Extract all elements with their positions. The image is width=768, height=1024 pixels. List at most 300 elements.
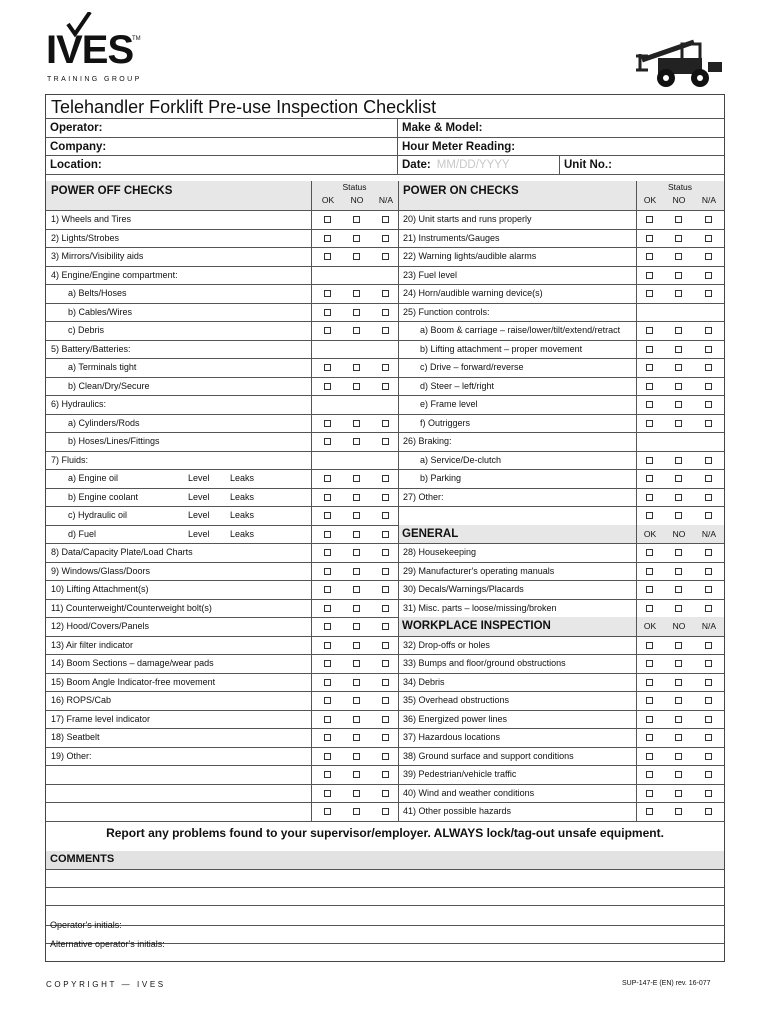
checkbox-no[interactable] bbox=[675, 734, 682, 741]
checkbox-na[interactable] bbox=[382, 475, 389, 482]
operator-row bbox=[46, 119, 724, 138]
checkbox-ok[interactable] bbox=[646, 216, 653, 223]
checkbox-no[interactable] bbox=[353, 327, 360, 334]
inspection-form bbox=[45, 94, 725, 962]
checkbox-ok[interactable] bbox=[324, 438, 331, 445]
operator-field[interactable]: Operator: bbox=[46, 119, 398, 137]
checkbox-na[interactable] bbox=[382, 290, 389, 297]
checkbox-na[interactable] bbox=[705, 808, 712, 815]
checkbox-no[interactable] bbox=[675, 475, 682, 482]
level-label: Level bbox=[188, 528, 210, 539]
checkbox-na[interactable] bbox=[382, 586, 389, 593]
checkbox-na[interactable] bbox=[705, 679, 712, 686]
comments-header bbox=[46, 851, 724, 869]
checkbox-no[interactable] bbox=[353, 475, 360, 482]
checklist-item: 26) Braking: bbox=[403, 436, 452, 446]
checkbox-na[interactable] bbox=[705, 457, 712, 464]
checkbox-no[interactable] bbox=[675, 235, 682, 242]
checkbox-na[interactable] bbox=[382, 808, 389, 815]
form-title: Telehandler Forklift Pre-use Inspection Checklist bbox=[51, 97, 437, 117]
copyright: COPYRIGHT — IVES bbox=[46, 980, 166, 989]
checkbox-no[interactable] bbox=[675, 253, 682, 260]
checklist-item: 33) Bumps and floor/ground obstructions bbox=[403, 658, 566, 668]
checkbox-ok[interactable] bbox=[324, 253, 331, 260]
checklist-item: 35) Overhead obstructions bbox=[403, 695, 510, 705]
checkbox-ok[interactable] bbox=[324, 216, 331, 223]
checkbox-na[interactable] bbox=[382, 438, 389, 445]
comment-line bbox=[46, 925, 724, 926]
checkbox-ok[interactable] bbox=[324, 808, 331, 815]
checklist-item: 12) Hood/Covers/Panels bbox=[51, 621, 150, 631]
checkbox-na[interactable] bbox=[382, 771, 389, 778]
checklist-item: 16) ROPS/Cab bbox=[51, 695, 112, 705]
checklist-item: 2) Lights/Strobes bbox=[51, 232, 120, 243]
checkbox-ok[interactable] bbox=[646, 457, 653, 464]
checkbox-no[interactable] bbox=[675, 383, 682, 390]
checkbox-na[interactable] bbox=[705, 771, 712, 778]
checkbox-no[interactable] bbox=[675, 642, 682, 649]
section-col-no: NO bbox=[672, 528, 686, 539]
checklist-item: 39) Pedestrian/vehicle traffic bbox=[403, 769, 517, 779]
checkbox-ok[interactable] bbox=[646, 235, 653, 242]
checkbox-ok[interactable] bbox=[324, 549, 331, 556]
checkbox-ok[interactable] bbox=[646, 586, 653, 593]
checkbox-na[interactable] bbox=[382, 753, 389, 760]
checkbox-ok[interactable] bbox=[324, 790, 331, 797]
checkbox-no[interactable] bbox=[353, 290, 360, 297]
checkbox-na[interactable] bbox=[705, 401, 712, 408]
checkbox-na[interactable] bbox=[705, 605, 712, 612]
checkbox-no[interactable] bbox=[353, 549, 360, 556]
checkbox-no[interactable] bbox=[675, 401, 682, 408]
checklist-item: c) Drive – forward/reverse bbox=[420, 362, 524, 372]
leaks-label: Leaks bbox=[230, 491, 255, 502]
checkbox-na[interactable] bbox=[382, 642, 389, 649]
checkbox-ok[interactable] bbox=[324, 586, 331, 593]
checkbox-no[interactable] bbox=[675, 346, 682, 353]
checklist-item: f) Outriggers bbox=[420, 417, 471, 428]
checkbox-ok[interactable] bbox=[324, 235, 331, 242]
checkbox-ok[interactable] bbox=[646, 346, 653, 353]
hour-meter-field[interactable]: Hour Meter Reading: bbox=[402, 141, 516, 153]
checkbox-no[interactable] bbox=[353, 734, 360, 741]
checklist-item: 34) Debris bbox=[403, 676, 445, 687]
checkbox-ok[interactable] bbox=[646, 568, 653, 575]
checklist-item bbox=[51, 765, 308, 784]
logo-wordmark: IVES bbox=[46, 28, 134, 72]
checkbox-ok[interactable] bbox=[646, 790, 653, 797]
left-status-divider bbox=[311, 210, 312, 821]
checkbox-no[interactable] bbox=[675, 790, 682, 797]
checkbox-ok[interactable] bbox=[324, 716, 331, 723]
checkbox-ok[interactable] bbox=[646, 475, 653, 482]
checkbox-no[interactable] bbox=[353, 623, 360, 630]
checkbox-ok[interactable] bbox=[646, 642, 653, 649]
checkbox-no[interactable] bbox=[675, 568, 682, 575]
checkbox-no[interactable] bbox=[675, 753, 682, 760]
checkbox-no[interactable] bbox=[353, 364, 360, 371]
checklist-item: 20) Unit starts and runs properly bbox=[403, 214, 532, 224]
checkbox-na[interactable] bbox=[705, 512, 712, 519]
checklist-item: b) Lifting attachment – proper movement bbox=[420, 343, 583, 354]
checkbox-na[interactable] bbox=[382, 327, 389, 334]
checklist-item: 25) Function controls: bbox=[403, 306, 490, 317]
section-col-no: NO bbox=[672, 621, 686, 631]
location-row bbox=[46, 156, 724, 175]
checkbox-na[interactable] bbox=[382, 253, 389, 260]
checkbox-ok[interactable] bbox=[324, 383, 331, 390]
checkbox-no[interactable] bbox=[675, 660, 682, 667]
checklist-item: 18) Seatbelt bbox=[51, 732, 100, 742]
checkbox-no[interactable] bbox=[353, 716, 360, 723]
checklist-item: a) Service/De-clutch bbox=[420, 454, 502, 465]
comment-line bbox=[46, 905, 724, 906]
section-col-ok: OK bbox=[643, 621, 657, 631]
checkbox-ok[interactable] bbox=[324, 475, 331, 482]
checkbox-no[interactable] bbox=[353, 790, 360, 797]
checkbox-no[interactable] bbox=[353, 309, 360, 316]
checkbox-no[interactable] bbox=[353, 605, 360, 612]
checklist-item: b) Engine coolant bbox=[68, 491, 139, 502]
checkbox-na[interactable] bbox=[705, 327, 712, 334]
checkbox-na[interactable] bbox=[382, 494, 389, 501]
checklist-item: 19) Other: bbox=[51, 750, 92, 761]
checkbox-ok[interactable] bbox=[646, 494, 653, 501]
company-field[interactable]: Company: bbox=[46, 138, 398, 155]
checkbox-no[interactable] bbox=[353, 808, 360, 815]
comment-line bbox=[46, 869, 724, 870]
checkbox-no[interactable] bbox=[353, 531, 360, 538]
checkbox-no[interactable] bbox=[353, 642, 360, 649]
section-col-na: N/A bbox=[701, 621, 717, 631]
right-col-no: NO bbox=[672, 195, 686, 205]
checkbox-na[interactable] bbox=[382, 309, 389, 316]
checkbox-ok[interactable] bbox=[324, 642, 331, 649]
checkbox-na[interactable] bbox=[382, 531, 389, 538]
checklist-item: d) Steer – left/right bbox=[420, 380, 495, 391]
checkbox-no[interactable] bbox=[675, 771, 682, 778]
checkbox-no[interactable] bbox=[675, 605, 682, 612]
checklist-item: b) Hoses/Lines/Fittings bbox=[68, 436, 160, 446]
checkbox-ok[interactable] bbox=[646, 660, 653, 667]
checkbox-na[interactable] bbox=[705, 494, 712, 501]
logo-subtitle: TRAINING GROUP bbox=[47, 76, 142, 83]
checkbox-na[interactable] bbox=[705, 420, 712, 427]
checklist-item: a) Cylinders/Rods bbox=[68, 417, 140, 428]
checkbox-ok[interactable] bbox=[324, 771, 331, 778]
ives-logo bbox=[46, 12, 156, 86]
checklist-item: 7) Fluids: bbox=[51, 454, 89, 465]
left-col-ok: OK bbox=[321, 195, 335, 205]
right-title: POWER ON CHECKS bbox=[403, 185, 519, 197]
checklist-item: c) Hydraulic oil bbox=[68, 510, 128, 520]
right-col-ok: OK bbox=[643, 195, 657, 205]
checkbox-no[interactable] bbox=[675, 420, 682, 427]
checkbox-ok[interactable] bbox=[324, 734, 331, 741]
left-status-label: Status bbox=[342, 182, 367, 192]
checkbox-ok[interactable] bbox=[646, 716, 653, 723]
checklist-item: 40) Wind and weather conditions bbox=[403, 787, 535, 798]
checklist-item: 32) Drop-offs or holes bbox=[403, 639, 490, 650]
checklist-item: 3) Mirrors/Visibility aids bbox=[51, 251, 144, 261]
checkbox-ok[interactable] bbox=[324, 420, 331, 427]
checkbox-na[interactable] bbox=[382, 660, 389, 667]
checkbox-na[interactable] bbox=[382, 697, 389, 704]
checkbox-na[interactable] bbox=[382, 568, 389, 575]
checkbox-no[interactable] bbox=[675, 272, 682, 279]
checklist-item: 6) Hydraulics: bbox=[51, 399, 107, 409]
checkbox-na[interactable] bbox=[705, 568, 712, 575]
checkbox-ok[interactable] bbox=[646, 512, 653, 519]
checkbox-na[interactable] bbox=[382, 605, 389, 612]
checkbox-ok[interactable] bbox=[646, 383, 653, 390]
checklist-item: 27) Other: bbox=[403, 491, 444, 502]
checklist-item: 24) Horn/audible warning device(s) bbox=[403, 288, 543, 298]
checkbox-ok[interactable] bbox=[324, 290, 331, 297]
checklist-item: 11) Counterweight/Counterweight bolt(s) bbox=[51, 602, 212, 613]
checkbox-no[interactable] bbox=[353, 586, 360, 593]
checkbox-ok[interactable] bbox=[324, 753, 331, 760]
right-status-label: Status bbox=[667, 182, 693, 192]
checklist-item bbox=[403, 506, 633, 525]
checklist-item: 15) Boom Angle Indicator-free movement bbox=[51, 676, 216, 687]
checkbox-na[interactable] bbox=[382, 364, 389, 371]
comments-label: COMMENTS bbox=[50, 853, 115, 865]
left-title: POWER OFF CHECKS bbox=[51, 185, 173, 197]
checkbox-na[interactable] bbox=[382, 216, 389, 223]
checkbox-no[interactable] bbox=[353, 438, 360, 445]
checkbox-na[interactable] bbox=[382, 790, 389, 797]
checkbox-no[interactable] bbox=[353, 235, 360, 242]
company-row bbox=[46, 138, 724, 156]
date-placeholder: MM/DD/YYYY bbox=[436, 159, 510, 171]
checkbox-no[interactable] bbox=[675, 494, 682, 501]
location-field[interactable]: Location: bbox=[46, 156, 398, 174]
checklist-item: 17) Frame level indicator bbox=[51, 713, 151, 724]
checkbox-ok[interactable] bbox=[324, 697, 331, 704]
checkbox-ok[interactable] bbox=[646, 771, 653, 778]
right-col-na: N/A bbox=[701, 195, 717, 205]
checkbox-no[interactable] bbox=[675, 216, 682, 223]
checklist-item: a) Engine oil bbox=[68, 473, 119, 483]
checkbox-na[interactable] bbox=[705, 475, 712, 482]
level-label: Level bbox=[188, 510, 210, 520]
checkbox-no[interactable] bbox=[353, 253, 360, 260]
checklist-item: d) Fuel bbox=[68, 528, 97, 539]
checkbox-no[interactable] bbox=[675, 716, 682, 723]
checkbox-no[interactable] bbox=[353, 679, 360, 686]
checkbox-na[interactable] bbox=[705, 272, 712, 279]
checklist-item: a) Belts/Hoses bbox=[68, 288, 127, 298]
checkbox-na[interactable] bbox=[705, 697, 712, 704]
checkbox-no[interactable] bbox=[675, 808, 682, 815]
checkbox-no[interactable] bbox=[675, 512, 682, 519]
checklist-grid bbox=[46, 181, 724, 821]
checkbox-no[interactable] bbox=[353, 753, 360, 760]
date-label: Date: bbox=[402, 159, 431, 171]
checkbox-na[interactable] bbox=[705, 235, 712, 242]
checkbox-na[interactable] bbox=[705, 716, 712, 723]
section-title-workplace-inspection: WORKPLACE INSPECTION bbox=[402, 620, 551, 632]
leaks-label: Leaks bbox=[230, 473, 255, 483]
level-label: Level bbox=[188, 491, 210, 502]
document-id: SUP-147-E (EN) rev. 16-077 bbox=[622, 980, 711, 987]
telehandler-icon bbox=[634, 36, 726, 90]
checklist-item: 10) Lifting Attachment(s) bbox=[51, 584, 149, 594]
checklist-item: 13) Air filter indicator bbox=[51, 639, 134, 650]
checklist-item: 1) Wheels and Tires bbox=[51, 214, 132, 224]
checkbox-na[interactable] bbox=[705, 734, 712, 741]
left-col-na: N/A bbox=[378, 195, 394, 205]
checklist-item: 8) Data/Capacity Plate/Load Charts bbox=[51, 547, 193, 557]
date-field[interactable] bbox=[398, 156, 560, 174]
checkbox-ok[interactable] bbox=[324, 494, 331, 501]
checkbox-na[interactable] bbox=[705, 383, 712, 390]
checkbox-ok[interactable] bbox=[646, 401, 653, 408]
checkbox-ok[interactable] bbox=[324, 309, 331, 316]
checkbox-no[interactable] bbox=[675, 457, 682, 464]
checkbox-na[interactable] bbox=[705, 586, 712, 593]
checkbox-na[interactable] bbox=[382, 235, 389, 242]
checkbox-ok[interactable] bbox=[646, 605, 653, 612]
checkbox-na[interactable] bbox=[382, 383, 389, 390]
checkbox-ok[interactable] bbox=[646, 697, 653, 704]
checkbox-no[interactable] bbox=[675, 679, 682, 686]
leaks-label: Leaks bbox=[230, 528, 255, 539]
checkbox-no[interactable] bbox=[675, 586, 682, 593]
checklist-item: 36) Energized power lines bbox=[403, 713, 508, 724]
checklist-item: a) Boom & carriage – raise/lower/tilt/extend/retract bbox=[420, 325, 621, 335]
checkbox-no[interactable] bbox=[353, 771, 360, 778]
unit-no-field[interactable]: Unit No.: bbox=[564, 159, 612, 171]
checkbox-no[interactable] bbox=[353, 216, 360, 223]
checkbox-na[interactable] bbox=[705, 790, 712, 797]
checkbox-no[interactable] bbox=[675, 290, 682, 297]
checkbox-ok[interactable] bbox=[324, 512, 331, 519]
section-col-na: N/A bbox=[701, 528, 717, 539]
checkbox-ok[interactable] bbox=[646, 808, 653, 815]
checkbox-no[interactable] bbox=[353, 420, 360, 427]
section-col-ok: OK bbox=[643, 528, 657, 539]
checklist-item: 21) Instruments/Gauges bbox=[403, 232, 500, 243]
checklist-item: 9) Windows/Glass/Doors bbox=[51, 565, 151, 576]
checklist-item: 22) Warning lights/audible alarms bbox=[403, 251, 537, 261]
checkbox-ok[interactable] bbox=[646, 327, 653, 334]
checkbox-ok[interactable] bbox=[324, 660, 331, 667]
checkbox-ok[interactable] bbox=[646, 734, 653, 741]
checkbox-no[interactable] bbox=[353, 512, 360, 519]
section-title-general: GENERAL bbox=[402, 527, 459, 540]
checklist-item: 14) Boom Sections – damage/wear pads bbox=[51, 658, 214, 668]
checkbox-na[interactable] bbox=[382, 716, 389, 723]
checklist-item: a) Terminals tight bbox=[68, 362, 137, 372]
checkbox-ok[interactable] bbox=[646, 364, 653, 371]
level-label: Level bbox=[188, 473, 210, 483]
checkbox-na[interactable] bbox=[705, 364, 712, 371]
comment-line bbox=[46, 887, 724, 888]
right-status-divider bbox=[636, 210, 637, 821]
checkbox-ok[interactable] bbox=[324, 327, 331, 334]
checkbox-no[interactable] bbox=[353, 494, 360, 501]
checkbox-ok[interactable] bbox=[324, 605, 331, 612]
checkbox-na[interactable] bbox=[705, 290, 712, 297]
checkbox-ok[interactable] bbox=[646, 290, 653, 297]
checkbox-ok[interactable] bbox=[646, 549, 653, 556]
leaks-label: Leaks bbox=[230, 510, 255, 520]
checkbox-ok[interactable] bbox=[646, 253, 653, 260]
left-col-no: NO bbox=[350, 195, 364, 205]
checkbox-ok[interactable] bbox=[324, 364, 331, 371]
checklist-item: 37) Hazardous locations bbox=[403, 732, 501, 742]
checkbox-ok[interactable] bbox=[646, 272, 653, 279]
checklist-item: 38) Ground surface and support conditions bbox=[403, 750, 574, 761]
checkbox-na[interactable] bbox=[705, 660, 712, 667]
checklist-item: 23) Fuel level bbox=[403, 269, 458, 280]
checkbox-na[interactable] bbox=[382, 679, 389, 686]
checkbox-na[interactable] bbox=[705, 549, 712, 556]
checklist-item: b) Cables/Wires bbox=[68, 306, 133, 317]
checkbox-na[interactable] bbox=[705, 642, 712, 649]
checklist-item: 5) Battery/Batteries: bbox=[51, 343, 131, 354]
checkbox-no[interactable] bbox=[353, 383, 360, 390]
checkbox-na[interactable] bbox=[382, 549, 389, 556]
logo-tm: TM bbox=[132, 36, 141, 42]
checkbox-no[interactable] bbox=[675, 697, 682, 704]
checkbox-no[interactable] bbox=[353, 568, 360, 575]
make-model-field[interactable]: Make & Model: bbox=[402, 122, 483, 134]
checkbox-no[interactable] bbox=[675, 327, 682, 334]
checklist-item: e) Frame level bbox=[420, 399, 478, 409]
checklist-item bbox=[51, 802, 308, 821]
left-status-divider bbox=[311, 181, 312, 210]
checkbox-no[interactable] bbox=[353, 660, 360, 667]
checkbox-na[interactable] bbox=[382, 512, 389, 519]
report-notice: Report any problems found to your supervisor/employer. ALWAYS lock/tag-out unsafe equipment. bbox=[106, 826, 664, 840]
checklist-item: 30) Decals/Warnings/Placards bbox=[403, 584, 524, 594]
checkbox-na[interactable] bbox=[705, 346, 712, 353]
checkbox-ok[interactable] bbox=[646, 753, 653, 760]
checkbox-na[interactable] bbox=[705, 253, 712, 260]
checkbox-na[interactable] bbox=[382, 623, 389, 630]
checklist-item: c) Debris bbox=[68, 325, 105, 335]
checkbox-na[interactable] bbox=[382, 734, 389, 741]
checkbox-na[interactable] bbox=[705, 216, 712, 223]
checkbox-na[interactable] bbox=[705, 753, 712, 760]
checklist-item: 31) Misc. parts – loose/missing/broken bbox=[403, 602, 557, 613]
checkbox-ok[interactable] bbox=[324, 568, 331, 575]
checkbox-ok[interactable] bbox=[646, 679, 653, 686]
checklist-item bbox=[51, 784, 308, 803]
checkbox-ok[interactable] bbox=[324, 679, 331, 686]
center-divider bbox=[398, 181, 399, 821]
checkbox-ok[interactable] bbox=[646, 420, 653, 427]
checkbox-no[interactable] bbox=[675, 364, 682, 371]
alt-operator-initials[interactable]: Alternative operator's initials: bbox=[50, 939, 165, 949]
checkbox-na[interactable] bbox=[382, 420, 389, 427]
right-status-divider bbox=[636, 181, 637, 210]
checklist-item: 28) Housekeeping bbox=[403, 547, 477, 557]
checklist-item: b) Clean/Dry/Secure bbox=[68, 380, 150, 391]
checklist-item: 29) Manufacturer's operating manuals bbox=[403, 565, 555, 576]
checkbox-ok[interactable] bbox=[324, 531, 331, 538]
checkbox-no[interactable] bbox=[675, 549, 682, 556]
checklist-item: 4) Engine/Engine compartment: bbox=[51, 269, 178, 280]
operator-initials[interactable]: Operator's initials: bbox=[50, 920, 122, 930]
checkbox-no[interactable] bbox=[353, 697, 360, 704]
checklist-item: 41) Other possible hazards bbox=[403, 806, 512, 816]
checkbox-ok[interactable] bbox=[324, 623, 331, 630]
form-title-row bbox=[46, 95, 724, 119]
